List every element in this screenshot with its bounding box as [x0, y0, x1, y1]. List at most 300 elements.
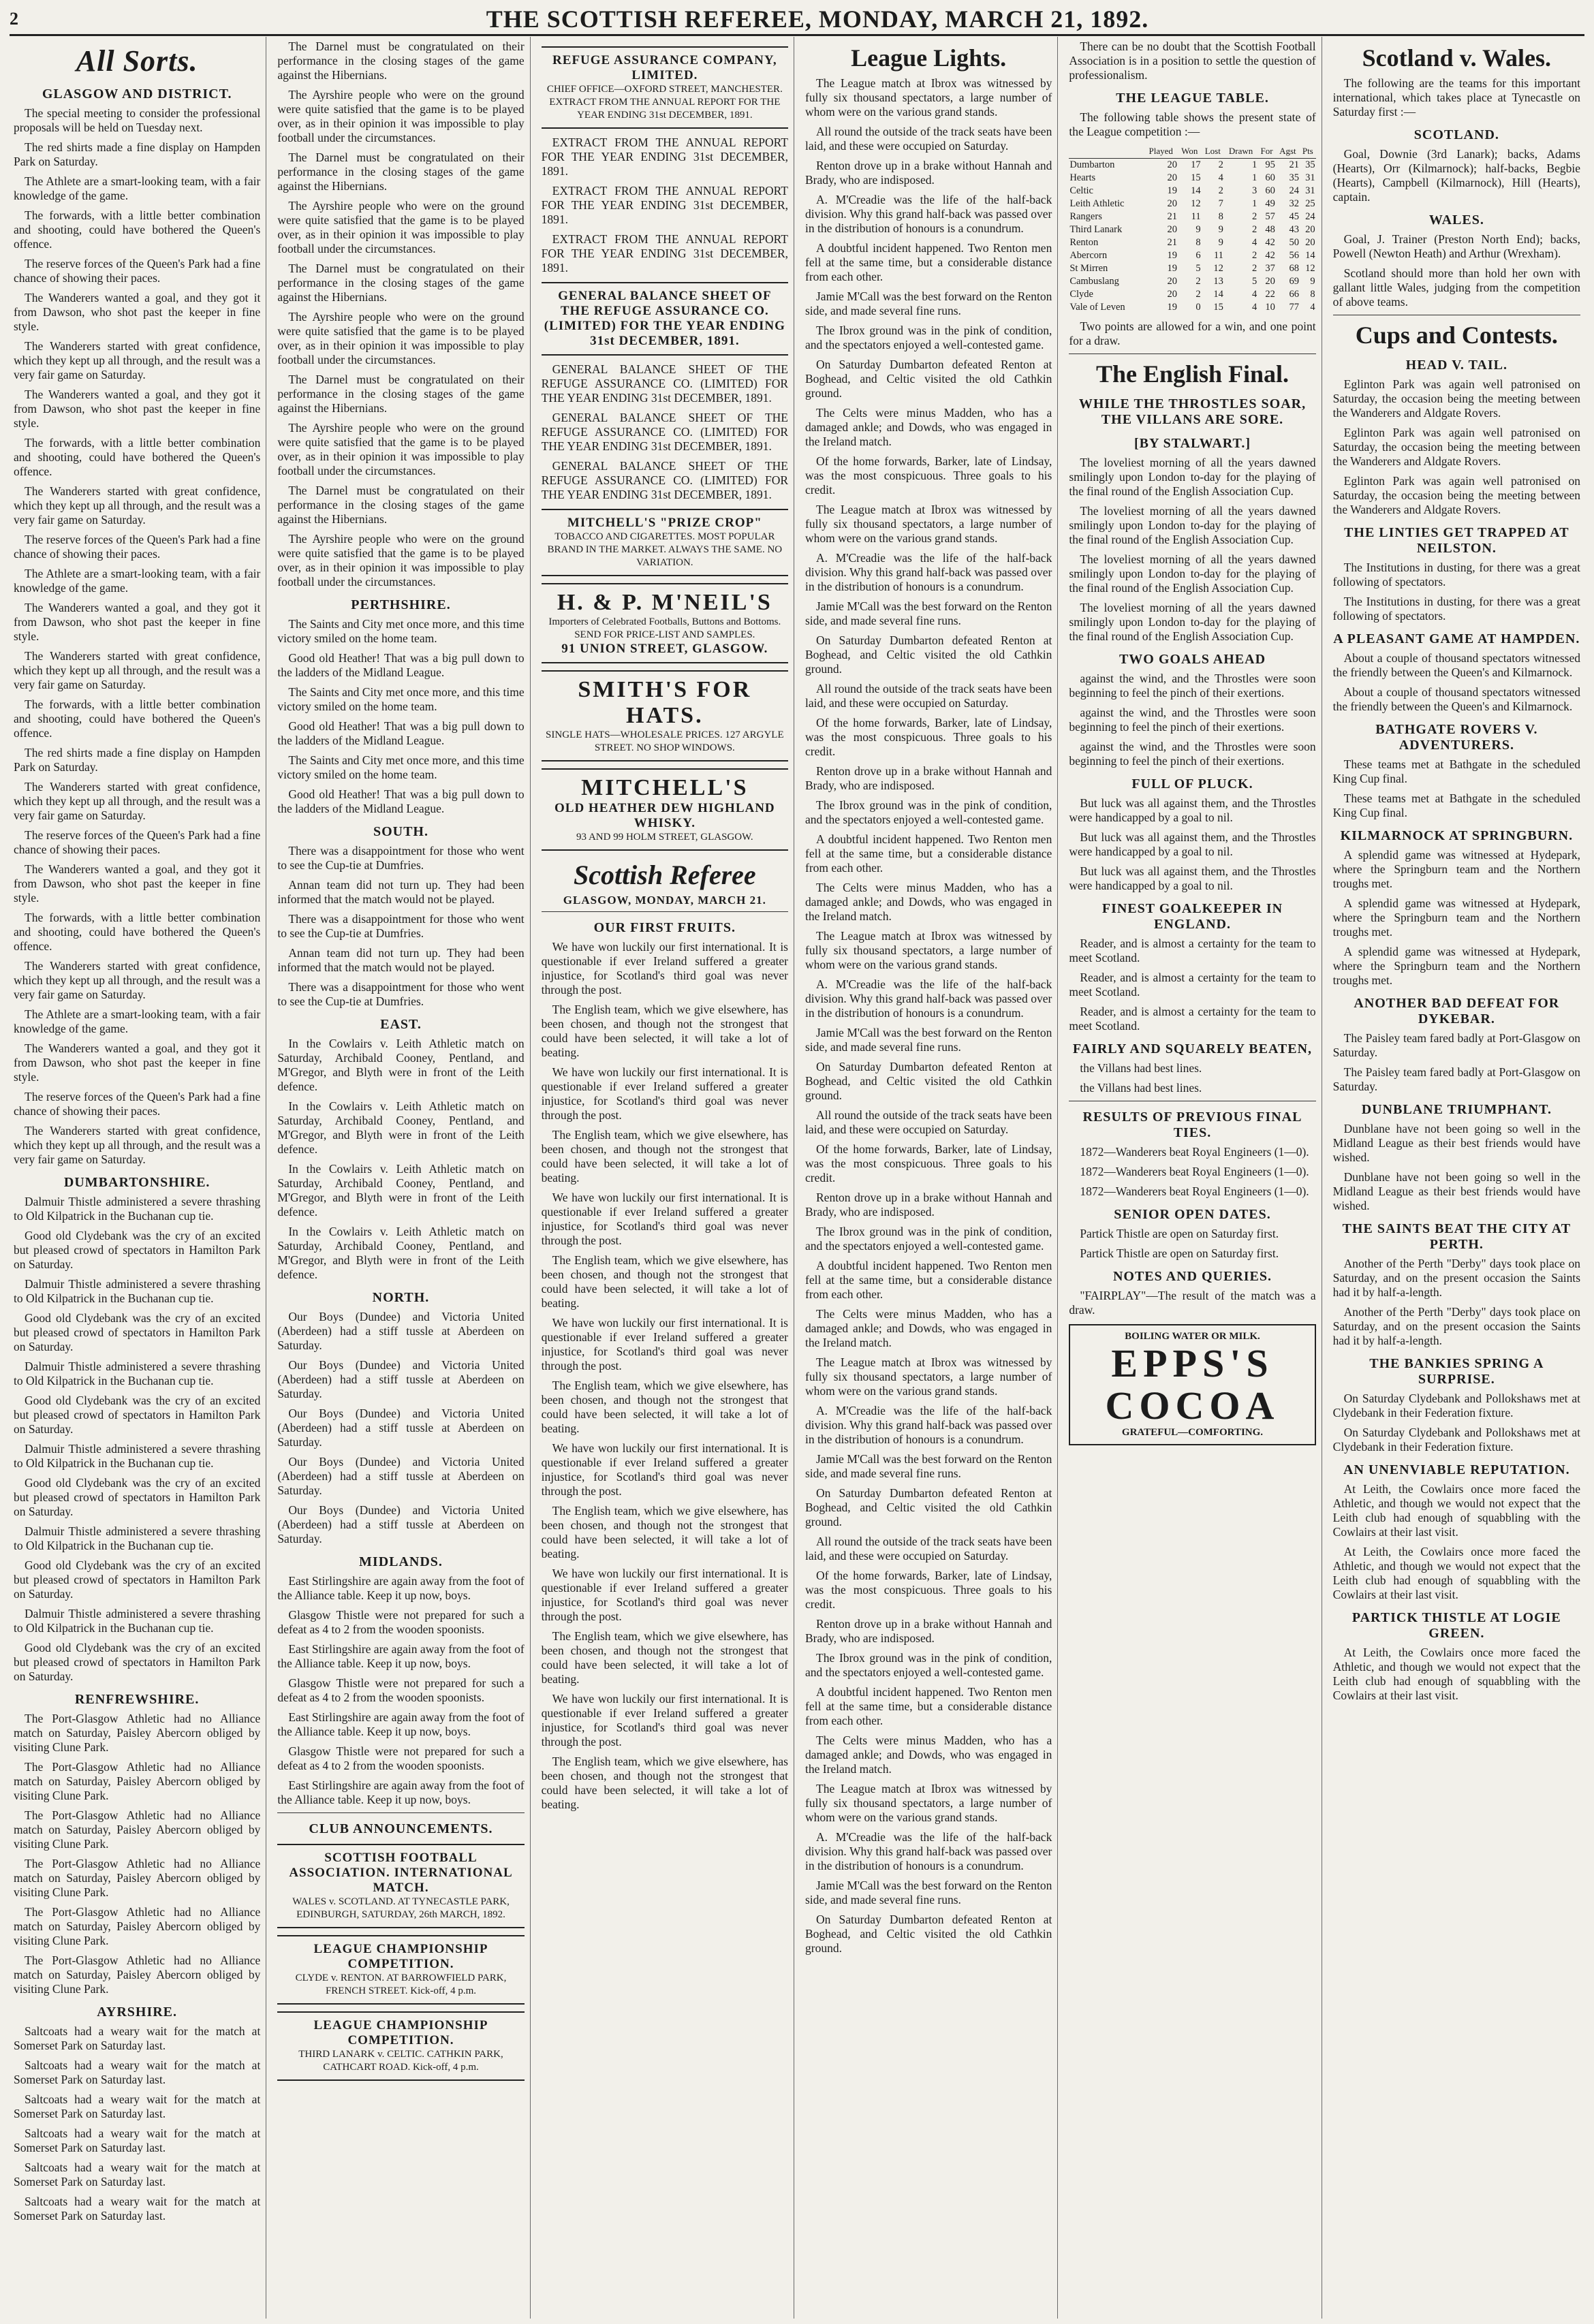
paragraph: Saltcoats had a weary wait for the match at Somerset Park on Saturday last.	[14, 2161, 261, 2188]
ad-title: GENERAL BALANCE SHEET OF THE REFUGE ASSURANCE CO. (LIMITED) FOR THE YEAR ENDING 31st DECEMBER, 1891.	[544, 289, 785, 348]
paragraph: The reserve forces of the Queen's Park had a fine chance of showing their paces.	[14, 257, 261, 285]
table-cell: 9	[1218, 224, 1223, 235]
table-cell: 2	[1196, 289, 1201, 300]
paragraph: The Ayrshire people who were on the ground were quite satisfied that the game is to be played over, as in their opinion it was impossible to play football under the circumstances.	[277, 199, 525, 255]
ad-address: 91 UNION STREET, GLASGOW.	[561, 642, 768, 656]
announcement-body: CLYDE v. RENTON. AT BARROWFIELD PARK, FRENCH STREET. Kick-off, 4 p.m.	[295, 1973, 507, 1996]
table-cell: 2	[1252, 263, 1257, 274]
page-title: THE SCOTTISH REFEREE, MONDAY, MARCH 21, 1892.	[486, 5, 1149, 33]
ad-title: EPPS'S COCOA	[1105, 1341, 1280, 1428]
paragraph: The Wanderers started with great confidence, which they kept up all through, and the result was a very fair game on Saturday.	[14, 484, 261, 527]
table-cell: 6	[1196, 250, 1201, 261]
paragraph: There was a disappointment for those who went to see the Cup-tie at Dumfries.	[277, 980, 525, 1008]
table-cell: 21	[1167, 237, 1177, 248]
ad-body: EXTRACT FROM THE ANNUAL REPORT FOR THE YEAR ENDING 31st DECEMBER, 1891.	[549, 97, 781, 121]
table-cell: 19	[1167, 185, 1177, 196]
paragraph: EXTRACT FROM THE ANNUAL REPORT FOR THE YEAR ENDING 31st DECEMBER, 1891.	[541, 232, 788, 274]
table-cell: 50	[1289, 237, 1299, 248]
paragraph: Good old Clydebank was the cry of an excited but pleased crowd of spectators in Hamilton Park on Saturday.	[14, 1641, 261, 1683]
paragraph: The red shirts made a fine display on Hampden Park on Saturday.	[14, 140, 261, 168]
paragraph: The reserve forces of the Queen's Park had a fine chance of showing their paces.	[14, 1090, 261, 1118]
table-cell: 20	[1167, 159, 1177, 170]
advertisement-smiths-hats	[542, 670, 788, 761]
paragraph: Jamie M'Call was the best forward on the Renton side, and made several fine runs.	[805, 1026, 1052, 1054]
paragraph: The Saints and City met once more, and this time victory smiled on the home team.	[277, 617, 525, 645]
table-cell: 7	[1218, 198, 1223, 209]
ad-title: REFUGE ASSURANCE COMPANY, LIMITED.	[552, 53, 777, 82]
announcement	[277, 2011, 524, 2081]
subheading: THE BANKIES SPRING A SURPRISE.	[1369, 1356, 1544, 1387]
paragraph: Renton drove up in a brake without Hannah and Brady, who are indisposed.	[805, 764, 1052, 792]
table-cell: 4	[1252, 302, 1257, 313]
table-row	[1069, 301, 1315, 314]
table-row	[1069, 210, 1315, 223]
paragraph: But luck was all against them, and the Throstles were handicapped by a goal to nil.	[1069, 796, 1316, 824]
table-cell: 57	[1265, 211, 1275, 222]
paragraph: The Wanderers started with great confidence, which they kept up all through, and the result was a very fair game on Saturday.	[14, 339, 261, 381]
table-cell: 1	[1252, 159, 1257, 170]
paragraph: On Saturday Clydebank and Pollokshaws met at Clydebank in their Federation fixture.	[1332, 1426, 1580, 1454]
column-6	[1328, 37, 1586, 2319]
paragraph: We have won luckily our first international. It is questionable if ever Ireland suffered a greater injustice, for Scotland's third goal was never through the post.	[541, 1191, 788, 1247]
paragraph: Our Boys (Dundee) and Victoria United (Aberdeen) had a stiff tussle at Aberdeen on Saturday.	[277, 1358, 525, 1400]
paragraph: The Paisley team fared badly at Port-Glasgow on Saturday.	[1332, 1031, 1580, 1059]
table-cell: 66	[1289, 289, 1299, 300]
divider	[277, 1812, 524, 1813]
table-cell: 4	[1218, 172, 1223, 183]
table-cell: 20	[1167, 276, 1177, 287]
column-1	[8, 37, 266, 2319]
paragraph: The reserve forces of the Queen's Park had a fine chance of showing their paces.	[14, 828, 261, 856]
subheading: EAST.	[380, 1017, 422, 1032]
paragraph: Renton drove up in a brake without Hannah and Brady, who are indisposed.	[805, 159, 1052, 187]
subheading: A PLEASANT GAME AT HAMPDEN.	[1333, 631, 1580, 646]
subheading-club-announcements: CLUB ANNOUNCEMENTS.	[309, 1821, 493, 1836]
table-row	[1069, 236, 1315, 249]
table-cell: 32	[1289, 198, 1299, 209]
table-cell: 15	[1213, 302, 1223, 313]
subheading: GLASGOW AND DISTRICT.	[42, 87, 232, 101]
table-cell: 17	[1191, 159, 1201, 170]
announcement	[277, 1844, 524, 1928]
section-heading-english-final: The English Final.	[1095, 360, 1290, 388]
paragraph: Dalmuir Thistle administered a severe thrashing to Old Kilpatrick in the Buchanan cup tie.	[14, 1607, 261, 1635]
section-heading-all-sorts: All Sorts.	[76, 44, 198, 78]
paragraph: The Wanderers started with great confidence, which they kept up all through, and the result was a very fair game on Saturday.	[14, 649, 261, 691]
table-cell: 0	[1196, 302, 1201, 313]
table-cell: 48	[1265, 224, 1275, 235]
paragraph: All round the outside of the track seats have been laid, and these were occupied on Saturday.	[805, 125, 1052, 153]
subheading: SCOTLAND.	[1413, 127, 1499, 142]
ad-address: 93 AND 99 HOLM STREET, GLASGOW.	[576, 832, 753, 843]
paragraph: Goal, J. Trainer (Preston North End); backs, Powell (Newton Heath) and Arthur (Wrexham).	[1332, 232, 1580, 260]
table-cell: 31	[1305, 172, 1315, 183]
table-cell-team: Leith Athletic	[1069, 198, 1125, 209]
paragraph: Our Boys (Dundee) and Victoria United (Aberdeen) had a stiff tussle at Aberdeen on Saturday.	[277, 1503, 525, 1545]
ad-body: TOBACCO AND CIGARETTES. MOST POPULAR BRAND IN THE MARKET. ALWAYS THE SAME. NO VARIATION.	[547, 531, 783, 568]
subheading: RESULTS OF PREVIOUS FINAL TIES.	[1082, 1110, 1302, 1140]
paragraph: On Saturday Dumbarton defeated Renton at Boghead, and Celtic visited the old Cathkin ground.	[805, 633, 1052, 676]
paragraph: the Villans had best lines.	[1080, 1081, 1202, 1095]
paragraph: Our Boys (Dundee) and Victoria United (Aberdeen) had a stiff tussle at Aberdeen on Saturday.	[277, 1407, 525, 1449]
paragraph: Good old Heather! That was a big pull down to the ladders of the Midland League.	[277, 719, 525, 747]
subheading: TWO GOALS AHEAD	[1119, 652, 1266, 667]
subheading: THE SAINTS BEAT THE CITY AT PERTH.	[1342, 1221, 1572, 1252]
table-cell: 42	[1265, 250, 1275, 261]
paragraph: On Saturday Dumbarton defeated Renton at Boghead, and Celtic visited the old Cathkin ground.	[805, 1913, 1052, 1955]
table-cell: 4	[1310, 302, 1315, 313]
paragraph: A splendid game was witnessed at Hydepark, where the Springburn team and the Northern troughs met.	[1332, 945, 1580, 987]
columns	[8, 37, 1586, 2319]
table-cell: 13	[1213, 276, 1223, 287]
paragraph: The Athlete are a smart-looking team, with a fair knowledge of the game.	[14, 567, 261, 595]
paragraph: Jamie M'Call was the best forward on the Renton side, and made several fine runs.	[805, 289, 1052, 317]
paragraph: Reader, and is almost a certainty for the team to meet Scotland.	[1069, 971, 1316, 999]
paragraph: The Saints and City met once more, and this time victory smiled on the home team.	[277, 685, 525, 713]
table-cell: 4	[1252, 289, 1257, 300]
paragraph: Another of the Perth "Derby" days took place on Saturday, and on the present occasion the Saints had it by half-a-length.	[1332, 1257, 1580, 1299]
ad-title: H. & P. M'NEIL'S	[557, 590, 772, 615]
league-table-column-header: For	[1257, 144, 1276, 159]
paragraph: Eglinton Park was again well patronised on Saturday, the occasion being the meeting between the Wanderers and Aldgate Rovers.	[1332, 474, 1580, 516]
paragraph: Annan team did not turn up. They had been informed that the match would not be played.	[277, 946, 525, 974]
subheading: FULL OF PLUCK.	[1131, 776, 1253, 791]
advertisement-refuge	[542, 46, 788, 129]
paragraph: The Athlete are a smart-looking team, with a fair knowledge of the game.	[14, 1007, 261, 1035]
subheading: FINEST GOALKEEPER IN ENGLAND.	[1101, 901, 1283, 932]
advertisement-epps-cocoa	[1069, 1324, 1315, 1445]
paragraph: The Ibrox ground was in the pink of condition, and the spectators enjoyed a well-contested game.	[805, 1651, 1052, 1679]
paragraph: The League match at Ibrox was witnessed by fully six thousand spectators, a large number of whom were on the various grand stands.	[805, 1355, 1052, 1398]
paragraph: Dalmuir Thistle administered a severe thrashing to Old Kilpatrick in the Buchanan cup tie.	[14, 1195, 261, 1223]
subheading: DUMBARTONSHIRE.	[63, 1175, 210, 1190]
table-cell: 9	[1218, 237, 1223, 248]
paragraph: Jamie M'Call was the best forward on the Renton side, and made several fine runs.	[805, 1879, 1052, 1906]
table-cell: 20	[1305, 237, 1315, 248]
table-row	[1069, 249, 1315, 262]
paragraph: The following are the teams for this important international, which takes place at Tynecastle on Saturday first :—	[1332, 76, 1580, 119]
table-cell: 11	[1213, 250, 1223, 261]
paragraph: The Wanderers wanted a goal, and they got it from Dawson, who shot past the keeper in fine style.	[14, 1041, 261, 1084]
table-cell: 1	[1252, 172, 1257, 183]
paragraph: The Celts were minus Madden, who has a damaged ankle; and Dowds, who was engaged in the Ireland match.	[805, 1307, 1052, 1349]
table-cell: 2	[1218, 159, 1223, 170]
paragraph: Of the home forwards, Barker, late of Lindsay, was the most conspicuous. Three goals to his credit.	[805, 1569, 1052, 1611]
paragraph: The Darnel must be congratulated on their performance in the closing stages of the game against the Hibernians.	[277, 373, 525, 415]
ad-body: SINGLE HATS—WHOLESALE PRICES. 127 ARGYLE STREET. NO SHOP WINDOWS.	[546, 729, 784, 753]
paragraph: The Wanderers started with great confidence, which they kept up all through, and the result was a very fair game on Saturday.	[14, 780, 261, 822]
paragraph: The English team, which we give elsewhere, has been chosen, and though not the strongest that could have been selected, it will take a lot of beating.	[541, 1253, 788, 1310]
paragraph: These teams met at Bathgate in the scheduled King Cup final.	[1332, 757, 1580, 785]
subheading: AYRSHIRE.	[97, 2005, 178, 2020]
paragraph: Good old Heather! That was a big pull down to the ladders of the Midland League.	[277, 651, 525, 679]
paragraph: The Port-Glasgow Athletic had no Alliance match on Saturday, Paisley Abercorn obliged by visiting Clune Park.	[14, 1712, 261, 1754]
paragraph: against the wind, and the Throstles were soon beginning to feel the pinch of their exertions.	[1069, 740, 1316, 768]
table-cell: 37	[1265, 263, 1275, 274]
page-number: 2	[10, 9, 18, 29]
table-row	[1069, 185, 1315, 198]
league-table-header	[1069, 144, 1315, 159]
paragraph: The English team, which we give elsewhere, has been chosen, and though not the strongest that could have been selected, it will take a lot of beating.	[541, 1504, 788, 1560]
table-cell: 19	[1167, 263, 1177, 274]
paragraph: The Wanderers started with great confidence, which they kept up all through, and the result was a very fair game on Saturday.	[14, 1124, 261, 1166]
subheading: WHILE THE THROSTLES SOAR, THE VILLANS ARE SORE.	[1078, 396, 1307, 427]
paragraph: Saltcoats had a weary wait for the match at Somerset Park on Saturday last.	[14, 2092, 261, 2120]
table-cell: 20	[1305, 224, 1315, 235]
paragraph: The Celts were minus Madden, who has a damaged ankle; and Dowds, who was engaged in the Ireland match.	[805, 881, 1052, 923]
paragraph: The Ayrshire people who were on the ground were quite satisfied that the game is to be played over, as in their opinion it was impossible to play football under the circumstances.	[277, 88, 525, 144]
subheading: KILMARNOCK AT SPRINGBURN.	[1340, 828, 1574, 843]
table-cell: 12	[1305, 263, 1315, 274]
table-cell-team: Dumbarton	[1069, 159, 1115, 170]
paragraph: The Port-Glasgow Athletic had no Alliance match on Saturday, Paisley Abercorn obliged by visiting Clune Park.	[14, 1808, 261, 1851]
paragraph: All round the outside of the track seats have been laid, and these were occupied on Saturday.	[805, 682, 1052, 710]
table-cell: 60	[1265, 185, 1275, 196]
league-table-column-header: Lost	[1202, 144, 1224, 159]
paragraph: 1872—Wanderers beat Royal Engineers (1—0).	[1080, 1184, 1309, 1198]
paragraph: The Wanderers started with great confidence, which they kept up all through, and the result was a very fair game on Saturday.	[14, 959, 261, 1001]
subheading: WALES.	[1428, 213, 1484, 227]
table-cell: 20	[1167, 289, 1177, 300]
section-heading-cups-contests: Cups and Contests.	[1355, 321, 1558, 349]
paragraph: The Ayrshire people who were on the ground were quite satisfied that the game is to be played over, as in their opinion it was impossible to play football under the circumstances.	[277, 532, 525, 588]
advertisement-mneil	[542, 583, 788, 663]
table-cell: 2	[1252, 211, 1257, 222]
league-table-body	[1069, 159, 1315, 315]
table-cell: 15	[1191, 172, 1201, 183]
announcement-body: THIRD LANARK v. CELTIC. CATHKIN PARK, CATHCART ROAD. Kick-off, 4 p.m.	[298, 2049, 503, 2073]
paragraph: Another of the Perth "Derby" days took place on Saturday, and on the present occasion the Saints had it by half-a-length.	[1332, 1305, 1580, 1347]
table-cell: 14	[1213, 289, 1223, 300]
announcement-title: LEAGUE CHAMPIONSHIP COMPETITION.	[313, 2018, 488, 2047]
paragraph: We have won luckily our first international. It is questionable if ever Ireland suffered a greater injustice, for Scotland's third goal was never through the post.	[541, 1692, 788, 1748]
table-cell: 10	[1265, 302, 1275, 313]
league-table-column-header: Agst	[1276, 144, 1300, 159]
paragraph: the Villans had best lines.	[1080, 1061, 1202, 1075]
table-cell: 3	[1252, 185, 1257, 196]
column-2	[272, 37, 530, 2319]
paragraph: East Stirlingshire are again away from the foot of the Alliance table. Keep it up now, boys.	[277, 1642, 525, 1670]
paragraph: There can be no doubt that the Scottish Football Association is in a position to settle the question of professionalism.	[1069, 40, 1316, 82]
paragraph: The loveliest morning of all the years dawned smilingly upon London to-day for the playing of the final round of the English Association Cup.	[1069, 504, 1316, 546]
paragraph: A splendid game was witnessed at Hydepark, where the Springburn team and the Northern troughs met.	[1332, 848, 1580, 890]
column-5	[1063, 37, 1322, 2319]
paragraph: Of the home forwards, Barker, late of Lindsay, was the most conspicuous. Three goals to his credit.	[805, 454, 1052, 497]
paragraph: We have won luckily our first international. It is questionable if ever Ireland suffered a greater injustice, for Scotland's third goal was never through the post.	[541, 1065, 788, 1122]
table-cell: 2	[1252, 250, 1257, 261]
paragraph: Glasgow Thistle were not prepared for such a defeat as 4 to 2 from the wooden spoonists.	[277, 1676, 525, 1704]
league-table-column-header	[1069, 144, 1144, 159]
paragraph: On Saturday Clydebank and Pollokshaws met at Clydebank in their Federation fixture.	[1332, 1392, 1580, 1419]
paragraph: 1872—Wanderers beat Royal Engineers (1—0).	[1080, 1145, 1309, 1159]
paragraph: The special meeting to consider the professional proposals will be held on Tuesday next.	[14, 106, 261, 134]
paragraph: The Port-Glasgow Athletic had no Alliance match on Saturday, Paisley Abercorn obliged by visiting Clune Park.	[14, 1857, 261, 1899]
table-cell-team: St Mirren	[1069, 263, 1108, 274]
table-cell: 42	[1265, 237, 1275, 248]
paragraph: In the Cowlairs v. Leith Athletic match on Saturday, Archibald Cooney, Pentland, and M'Gregor, and Blyth were in front of the Leith defence.	[277, 1225, 525, 1281]
ad-subtitle: CHIEF OFFICE—OXFORD STREET, MANCHESTER.	[546, 84, 783, 95]
table-cell: 2	[1196, 276, 1201, 287]
table-cell: 45	[1289, 211, 1299, 222]
paragraph: There was a disappointment for those who went to see the Cup-tie at Dumfries.	[277, 912, 525, 940]
paragraph: The League match at Ibrox was witnessed by fully six thousand spectators, a large number of whom were on the various grand stands.	[805, 503, 1052, 545]
table-cell: 20	[1265, 276, 1275, 287]
paragraph: Goal, Downie (3rd Lanark); backs, Adams (Hearts), Orr (Kilmarnock); half-backs, Begbie (Hearts), Campbell (Kilmarnock), Hill (Hearts), captain.	[1332, 147, 1580, 204]
leader-heading: OUR FIRST FRUITS.	[593, 920, 736, 935]
paragraph: The Ibrox ground was in the pink of condition, and the spectators enjoyed a well-contested game.	[805, 798, 1052, 826]
paragraph: Eglinton Park was again well patronised on Saturday, the occasion being the meeting between the Wanderers and Aldgate Rovers.	[1332, 377, 1580, 420]
paragraph: The Celts were minus Madden, who has a damaged ankle; and Dowds, who was engaged in the Ireland match.	[805, 1733, 1052, 1776]
table-cell: 8	[1196, 237, 1201, 248]
table-cell: 25	[1305, 198, 1315, 209]
paragraph: Dalmuir Thistle administered a severe thrashing to Old Kilpatrick in the Buchanan cup tie.	[14, 1524, 261, 1552]
league-table	[1069, 144, 1315, 314]
paragraph: The loveliest morning of all the years dawned smilingly upon London to-day for the playing of the final round of the English Association Cup.	[1069, 601, 1316, 643]
paragraph: Good old Clydebank was the cry of an excited but pleased crowd of spectators in Hamilton Park on Saturday.	[14, 1558, 261, 1601]
subheading: DUNBLANE TRIUMPHANT.	[1361, 1102, 1552, 1117]
table-cell: 24	[1305, 211, 1315, 222]
paragraph: EXTRACT FROM THE ANNUAL REPORT FOR THE YEAR ENDING 31st DECEMBER, 1891.	[541, 184, 788, 226]
paragraph: The Institutions in dusting, for there was a great following of spectators.	[1332, 561, 1580, 588]
paragraph: Partick Thistle are open on Saturday first.	[1080, 1227, 1279, 1240]
paragraph: We have won luckily our first international. It is questionable if ever Ireland suffered a greater injustice, for Scotland's third goal was never through the post.	[541, 1316, 788, 1372]
paragraph: East Stirlingshire are again away from the foot of the Alliance table. Keep it up now, boys.	[277, 1778, 525, 1806]
paragraph: Good old Heather! That was a big pull down to the ladders of the Midland League.	[277, 787, 525, 815]
paragraph: Good old Clydebank was the cry of an excited but pleased crowd of spectators in Hamilton Park on Saturday.	[14, 1311, 261, 1353]
paragraph: "FAIRPLAY"—The result of the match was a draw.	[1069, 1289, 1316, 1317]
paragraph: The Ibrox ground was in the pink of condition, and the spectators enjoyed a well-contested game.	[805, 1225, 1052, 1253]
paragraph: In the Cowlairs v. Leith Athletic match on Saturday, Archibald Cooney, Pentland, and M'Gregor, and Blyth were in front of the Leith defence.	[277, 1099, 525, 1156]
paragraph: The Ayrshire people who were on the ground were quite satisfied that the game is to be played over, as in their opinion it was impossible to play football under the circumstances.	[277, 421, 525, 477]
announcement-body: WALES v. SCOTLAND. AT TYNECASTLE PARK, EDINBURGH, SATURDAY, 26th MARCH, 1892.	[292, 1896, 510, 1920]
paragraph: All round the outside of the track seats have been laid, and these were occupied on Saturday.	[805, 1535, 1052, 1563]
paragraph: Our Boys (Dundee) and Victoria United (Aberdeen) had a stiff tussle at Aberdeen on Saturday.	[277, 1455, 525, 1497]
paragraph: But luck was all against them, and the Throstles were handicapped by a goal to nil.	[1069, 830, 1316, 858]
table-cell: 69	[1289, 276, 1299, 287]
paragraph: EXTRACT FROM THE ANNUAL REPORT FOR THE YEAR ENDING 31st DECEMBER, 1891.	[541, 136, 788, 178]
paragraph: The Darnel must be congratulated on their performance in the closing stages of the game against the Hibernians.	[277, 40, 525, 82]
paragraph: A doubtful incident happened. Two Renton men fell at the same time, but a considerable distance from each other.	[805, 1685, 1052, 1727]
table-cell-team: Clyde	[1069, 289, 1093, 300]
section-heading-league-lights: League Lights.	[851, 44, 1007, 72]
paragraph: The red shirts made a fine display on Hampden Park on Saturday.	[14, 746, 261, 774]
paragraph: A. M'Creadie was the life of the half-back division. Why this grand half-back was passed over in the distribution of honours is a conundrum.	[805, 1830, 1052, 1872]
paragraph: These teams met at Bathgate in the scheduled King Cup final.	[1332, 791, 1580, 819]
paragraph: At Leith, the Cowlairs once more faced the Athletic, and though we would not expect that the Leith club had enough of squabbling with the Cowlairs at their last visit.	[1332, 1545, 1580, 1601]
paragraph: About a couple of thousand spectators witnessed the friendly between the Queen's and Kilmarnock.	[1332, 651, 1580, 679]
table-cell: 8	[1218, 211, 1223, 222]
table-cell: 2	[1218, 185, 1223, 196]
subheading: PERTHSHIRE.	[351, 597, 451, 612]
paragraph: Glasgow Thistle were not prepared for such a defeat as 4 to 2 from the wooden spoonists.	[277, 1744, 525, 1772]
table-cell: 5	[1196, 263, 1201, 274]
table-cell: 31	[1305, 185, 1315, 196]
paragraph: The League match at Ibrox was witnessed by fully six thousand spectators, a large number of whom were on the various grand stands.	[805, 1782, 1052, 1824]
table-cell: 20	[1167, 224, 1177, 235]
table-cell: 24	[1289, 185, 1299, 196]
paragraph: All round the outside of the track seats have been laid, and these were occupied on Saturday.	[805, 1108, 1052, 1136]
paragraph: The Celts were minus Madden, who has a damaged ankle; and Dowds, who was engaged in the Ireland match.	[805, 406, 1052, 448]
paragraph: Our Boys (Dundee) and Victoria United (Aberdeen) had a stiff tussle at Aberdeen on Saturday.	[277, 1310, 525, 1352]
paragraph: The following table shows the present state of the League competition :—	[1069, 110, 1316, 138]
subheading: NOTES AND QUERIES.	[1112, 1269, 1272, 1284]
paragraph: Saltcoats had a weary wait for the match at Somerset Park on Saturday last.	[14, 2024, 261, 2052]
table-cell-team: Celtic	[1069, 185, 1093, 196]
table-row	[1069, 198, 1315, 210]
table-cell: 56	[1289, 250, 1299, 261]
table-cell: 12	[1213, 263, 1223, 274]
table-cell-team: Vale of Leven	[1069, 302, 1125, 313]
paragraph: Dunblane have not been going so well in the Midland League as their best friends would have wished.	[1332, 1122, 1580, 1164]
paragraph: East Stirlingshire are again away from the foot of the Alliance table. Keep it up now, boys.	[277, 1710, 525, 1738]
paragraph: Renton drove up in a brake without Hannah and Brady, who are indisposed.	[805, 1617, 1052, 1645]
paragraph: At Leith, the Cowlairs once more faced the Athletic, and though we would not expect that the Leith club had enough of squabbling with the Cowlairs at their last visit.	[1332, 1646, 1580, 1702]
table-row	[1069, 275, 1315, 288]
paragraph: The Port-Glasgow Athletic had no Alliance match on Saturday, Paisley Abercorn obliged by visiting Clune Park.	[14, 1953, 261, 1996]
paragraph: A doubtful incident happened. Two Renton men fell at the same time, but a considerable distance from each other.	[805, 241, 1052, 283]
table-cell-team: Abercorn	[1069, 250, 1108, 261]
paragraph: Saltcoats had a weary wait for the match at Somerset Park on Saturday last.	[14, 2195, 261, 2223]
table-cell: 9	[1310, 276, 1315, 287]
table-cell: 4	[1252, 237, 1257, 248]
paragraph: The Darnel must be congratulated on their performance in the closing stages of the game against the Hibernians.	[277, 151, 525, 193]
paragraph: The English team, which we give elsewhere, has been chosen, and though not the strongest that could have been selected, it will take a lot of beating.	[541, 1379, 788, 1435]
subheading: ANOTHER BAD DEFEAT FOR DYKEBAR.	[1354, 996, 1560, 1026]
announcement	[277, 1935, 524, 2005]
paragraph: The Ayrshire people who were on the ground were quite satisfied that the game is to be played over, as in their opinion it was impossible to play football under the circumstances.	[277, 310, 525, 366]
paragraph: GENERAL BALANCE SHEET OF THE REFUGE ASSURANCE CO. (LIMITED) FOR THE YEAR ENDING 31st DECEMBER, 1891.	[541, 459, 788, 501]
paragraph: The loveliest morning of all the years dawned smilingly upon London to-day for the playing of the final round of the English Association Cup.	[1069, 456, 1316, 498]
paragraph: Dalmuir Thistle administered a severe thrashing to Old Kilpatrick in the Buchanan cup tie.	[14, 1442, 261, 1470]
announcement-title: LEAGUE CHAMPIONSHIP COMPETITION.	[313, 1942, 488, 1971]
paragraph: Dalmuir Thistle administered a severe thrashing to Old Kilpatrick in the Buchanan cup tie.	[14, 1360, 261, 1387]
table-cell: 8	[1310, 289, 1315, 300]
section-heading-scotland-wales: Scotland v. Wales.	[1362, 44, 1552, 72]
paragraph: The reserve forces of the Queen's Park had a fine chance of showing their paces.	[14, 533, 261, 561]
paragraph: The Wanderers wanted a goal, and they got it from Dawson, who shot past the keeper in fine style.	[14, 291, 261, 333]
paragraph: Renton drove up in a brake without Hannah and Brady, who are indisposed.	[805, 1191, 1052, 1219]
table-cell-team: Rangers	[1069, 211, 1102, 222]
paragraph: Dalmuir Thistle administered a severe thrashing to Old Kilpatrick in the Buchanan cup tie.	[14, 1277, 261, 1305]
paragraph: The forwards, with a little better combination and shooting, could have bothered the Queen's offence.	[14, 436, 261, 478]
table-cell: 9	[1196, 224, 1201, 235]
table-cell: 21	[1289, 159, 1299, 170]
paragraph: The English team, which we give elsewhere, has been chosen, and though not the strongest that could have been selected, it will take a lot of beating.	[541, 1003, 788, 1059]
table-row	[1069, 262, 1315, 275]
ad-subtitle: OLD HEATHER DEW HIGHLAND WHISKY.	[554, 801, 775, 830]
paragraph: A. M'Creadie was the life of the half-back division. Why this grand half-back was passed over in the distribution of honours is a conundrum.	[805, 193, 1052, 235]
table-cell: 95	[1265, 159, 1275, 170]
paragraph: A. M'Creadie was the life of the half-back division. Why this grand half-back was passed over in the distribution of honours is a conundrum.	[805, 977, 1052, 1020]
paragraph: Glasgow Thistle were not prepared for such a defeat as 4 to 2 from the wooden spoonists.	[277, 1608, 525, 1636]
paragraph: About a couple of thousand spectators witnessed the friendly between the Queen's and Kilmarnock.	[1332, 685, 1580, 713]
paragraph: The English team, which we give elsewhere, has been chosen, and though not the strongest that could have been selected, it will take a lot of beating.	[541, 1128, 788, 1184]
table-row	[1069, 223, 1315, 236]
paragraph: The Port-Glasgow Athletic had no Alliance match on Saturday, Paisley Abercorn obliged by visiting Clune Park.	[14, 1760, 261, 1802]
table-cell: 35	[1305, 159, 1315, 170]
paragraph: GENERAL BALANCE SHEET OF THE REFUGE ASSURANCE CO. (LIMITED) FOR THE YEAR ENDING 31st DECEMBER, 1891.	[541, 411, 788, 453]
paragraph: Reader, and is almost a certainty for the team to meet Scotland.	[1069, 1005, 1316, 1033]
paragraph: A doubtful incident happened. Two Renton men fell at the same time, but a considerable distance from each other.	[805, 832, 1052, 875]
paragraph: The forwards, with a little better combination and shooting, could have bothered the Queen's offence.	[14, 208, 261, 251]
paragraph: The Darnel must be congratulated on their performance in the closing stages of the game against the Hibernians.	[277, 484, 525, 526]
paragraph: Jamie M'Call was the best forward on the Renton side, and made several fine runs.	[805, 1452, 1052, 1480]
subheading: HEAD V. TAIL.	[1405, 358, 1507, 373]
paragraph: The loveliest morning of all the years dawned smilingly upon London to-day for the playing of the final round of the English Association Cup.	[1069, 552, 1316, 595]
table-cell: 20	[1167, 198, 1177, 209]
advertisement-whisky	[542, 768, 788, 851]
paragraph: We have won luckily our first international. It is questionable if ever Ireland suffered a greater injustice, for Scotland's third goal was never through the post.	[541, 1441, 788, 1498]
